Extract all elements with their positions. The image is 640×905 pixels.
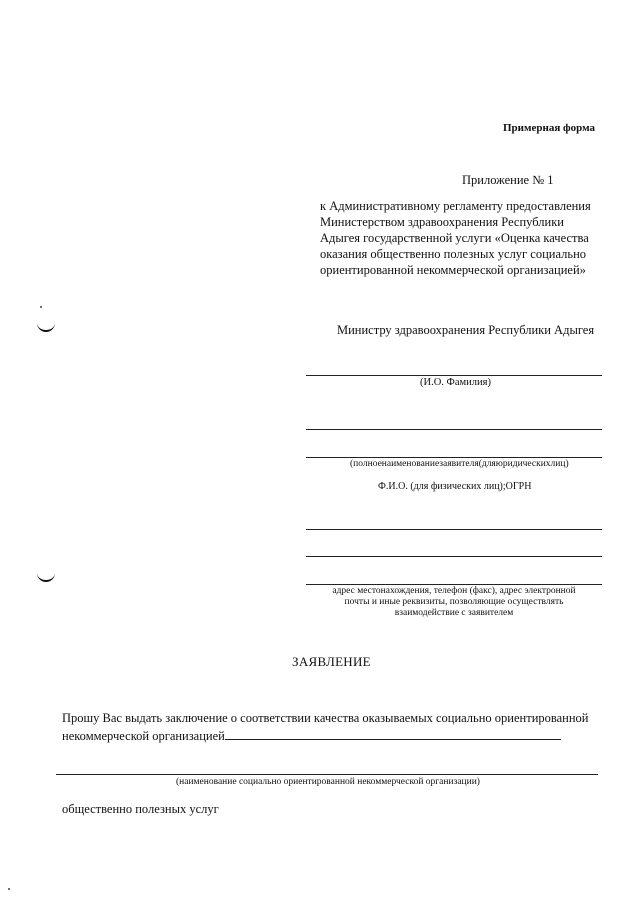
appendix-line: Адыгея государственной услуги «Оценка качества [320, 231, 589, 245]
appendix-line: Министерством здравоохранения Республики [320, 215, 564, 229]
services-text: общественно полезных услуг [62, 802, 219, 816]
request-text-line2 [62, 727, 561, 744]
appendix-line: к Административному регламенту предоставления [320, 199, 591, 213]
name-caption: (И.О. Фамилия) [420, 377, 491, 388]
address-rule [306, 556, 602, 557]
appendix-line: оказания общественно полезных услуг социально [320, 247, 587, 261]
org-caption: (наименование социально ориентированной некоммерческой организации) [176, 777, 480, 787]
address-caption-line: взаимодействие с заявителем [394, 608, 514, 618]
name-rule [306, 375, 602, 376]
appendix-title: Приложение № 1 [462, 173, 554, 187]
margin-mark [37, 322, 55, 332]
address-caption-line: почты и иные реквизиты, позволяющие осуществлять [344, 597, 564, 607]
appendix-reference [320, 198, 620, 278]
fio-caption: Ф.И.О. (для физических лиц);ОГРН [378, 481, 532, 492]
address-rule [306, 584, 602, 585]
margin-dot [40, 306, 42, 308]
applicant-caption: (полноенаименованиезаявителя(дляюридическихлиц) [350, 459, 569, 469]
request-text-line2-label: некоммерческой организацией [62, 729, 225, 743]
address-rule [306, 529, 602, 530]
address-caption-line: адрес местонахождения, телефон (факс), адрес электронной [332, 586, 576, 596]
margin-dot [8, 888, 10, 890]
org-name-rule [56, 774, 598, 775]
addressee-line: Министру здравоохранения Республики Адыгея [337, 323, 595, 337]
address-caption [306, 586, 602, 619]
document-title: ЗАЯВЛЕНИЕ [292, 654, 371, 669]
applicant-rule [306, 429, 602, 430]
org-inline-rule [225, 727, 561, 740]
applicant-rule [306, 457, 602, 458]
request-text-line1: Прошу Вас выдать заключение о соответствии качества оказываемых социально ориентированной [62, 711, 589, 725]
appendix-line: ориентированной некоммерческой организацией» [320, 263, 586, 277]
margin-mark [37, 572, 55, 582]
form-label: Примерная форма [503, 122, 596, 134]
